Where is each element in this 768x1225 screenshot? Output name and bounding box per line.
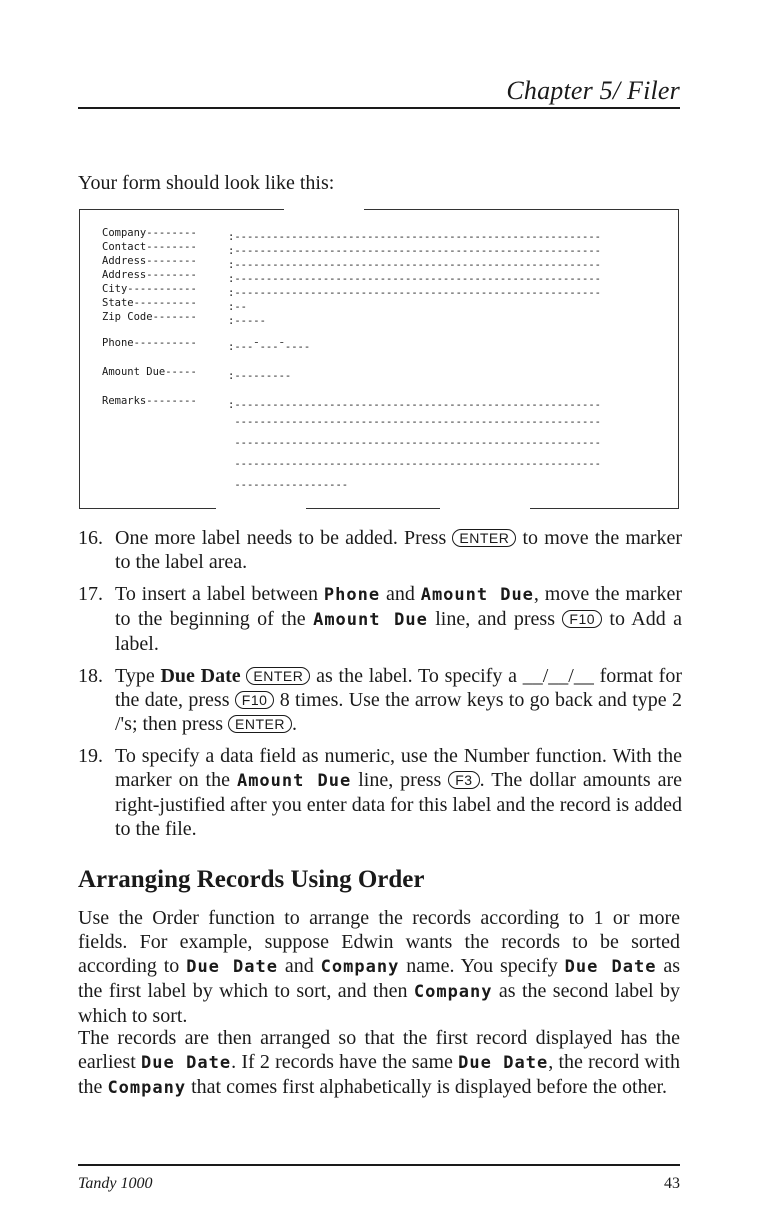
text: line, press (351, 769, 449, 791)
text: , move the marker to the beginning of the (115, 583, 682, 630)
frame-gap (216, 507, 306, 510)
footer-rule (78, 1164, 680, 1166)
step-number: 19. (78, 745, 103, 767)
step-16 (78, 526, 682, 574)
form-field: :---------------------------------------------------------- (228, 399, 601, 411)
form-field: :---------------------------------------------------------- (228, 287, 601, 299)
step-number: 17. (78, 583, 103, 605)
form-label: Address-------- (102, 269, 197, 281)
form-label: Phone---------- (102, 337, 197, 349)
form-field: :---¯---¯---- (228, 341, 311, 353)
form-field: :---------------------------------------------------------- (228, 273, 601, 285)
step-17 (78, 582, 682, 656)
paragraph (78, 906, 680, 1028)
bold-term: Due Date (160, 665, 241, 687)
field-name: Amount Due (236, 771, 352, 791)
field-name: Due Date (186, 957, 278, 977)
form-field: :--------- (228, 370, 292, 382)
text: to Add a label. (115, 608, 682, 655)
form-row-remarks (102, 394, 601, 412)
form-field: :-- (228, 301, 247, 313)
text: as the second label by which to sort. (78, 980, 681, 1027)
text: , the record with the (78, 1051, 680, 1098)
text: and (277, 955, 321, 977)
form-row-remarks-cont (102, 415, 601, 429)
form-field: :----- (228, 315, 266, 327)
text: as the first label by which to sort, and then (78, 955, 680, 1002)
f3-key-icon: F3 (448, 771, 479, 789)
form-label: Contact-------- (102, 241, 197, 253)
intro-text: Your form should look like this: (78, 172, 335, 194)
enter-key-icon: ENTER (228, 715, 292, 733)
frame-gap (284, 208, 364, 211)
text: Type (115, 665, 161, 687)
form-field: ---------------------------------------------------------- (228, 416, 601, 428)
form-row-remarks-cont (102, 457, 601, 471)
text: as the label. To specify a __/__/__ format for the date, press (115, 665, 683, 711)
form-row-remarks-cont (102, 436, 601, 450)
step-19 (78, 744, 682, 841)
enter-key-icon: ENTER (452, 529, 516, 547)
text: One more label needs to be added. Press (115, 527, 453, 549)
form-field: ------------------ (228, 479, 349, 491)
form-field: ---------------------------------------------------------- (228, 437, 601, 449)
section-title: Arranging Records Using Order (78, 866, 425, 893)
text: that comes first alphabetically is displayed before the other. (186, 1076, 668, 1098)
text: . (292, 713, 297, 735)
text: To specify a data field as numeric, use the Number function. With the marker on the (115, 745, 682, 791)
text: name. You specify (399, 955, 565, 977)
form-field: ---------------------------------------------------------- (228, 458, 601, 470)
field-name: Due Date (140, 1053, 232, 1073)
paragraph (78, 1026, 680, 1100)
f10-key-icon: F10 (562, 610, 602, 628)
form-field: :---------------------------------------------------------- (228, 259, 601, 271)
field-name: Company (320, 957, 400, 977)
field-name: Amount Due (420, 585, 534, 605)
step-number: 18. (78, 665, 103, 687)
step-18 (78, 664, 682, 736)
text: . The dollar amounts are right-justified after you enter data for this label and the record is added to the file. (115, 769, 682, 840)
form-field: :---------------------------------------------------------- (228, 245, 601, 257)
text: and (380, 583, 421, 605)
page-number: 43 (664, 1175, 680, 1192)
text: To insert a label between (115, 583, 324, 605)
form-figure (79, 209, 679, 509)
form-label: Company-------- (102, 227, 197, 239)
field-name: Amount Due (313, 610, 428, 630)
form-label: Remarks-------- (102, 395, 197, 407)
form-row-phone (102, 336, 310, 354)
chapter-title: Chapter 5/ Filer (506, 76, 680, 105)
frame-gap (440, 507, 530, 510)
step-number: 16. (78, 527, 103, 549)
field-name: Phone (323, 585, 381, 605)
field-name: Due Date (564, 957, 657, 977)
text: The records are then arranged so that the first record displayed has the earliest (78, 1027, 680, 1073)
f10-key-icon: F10 (235, 691, 275, 709)
form-label: Address-------- (102, 255, 197, 267)
form-row-amount-due (102, 365, 291, 383)
header-rule (78, 107, 680, 109)
text: line, and press (427, 608, 563, 630)
text: . If 2 records have the same (231, 1051, 459, 1073)
step-list (78, 526, 682, 849)
text: Use the Order function to arrange the records according to 1 or more fields. For example, suppose Edwin wants the records to be sorted according to (78, 907, 680, 977)
field-name: Company (107, 1078, 187, 1098)
text: 8 times. Use the arrow keys to go back and type 2 /'s; then press (115, 689, 682, 735)
form-label: Amount Due----- (102, 366, 197, 378)
form-row-remarks-cont (102, 478, 348, 492)
form-label: Zip Code------- (102, 311, 197, 323)
field-name: Company (413, 982, 493, 1002)
form-field: :---------------------------------------------------------- (228, 231, 601, 243)
enter-key-icon: ENTER (246, 667, 310, 685)
form-label: State---------- (102, 297, 197, 309)
field-name: Due Date (458, 1053, 549, 1073)
form-label: City----------- (102, 283, 197, 295)
text: to move the marker to the label area. (115, 527, 682, 573)
footer-title: Tandy 1000 (78, 1175, 153, 1192)
form-row-zip (102, 310, 266, 328)
